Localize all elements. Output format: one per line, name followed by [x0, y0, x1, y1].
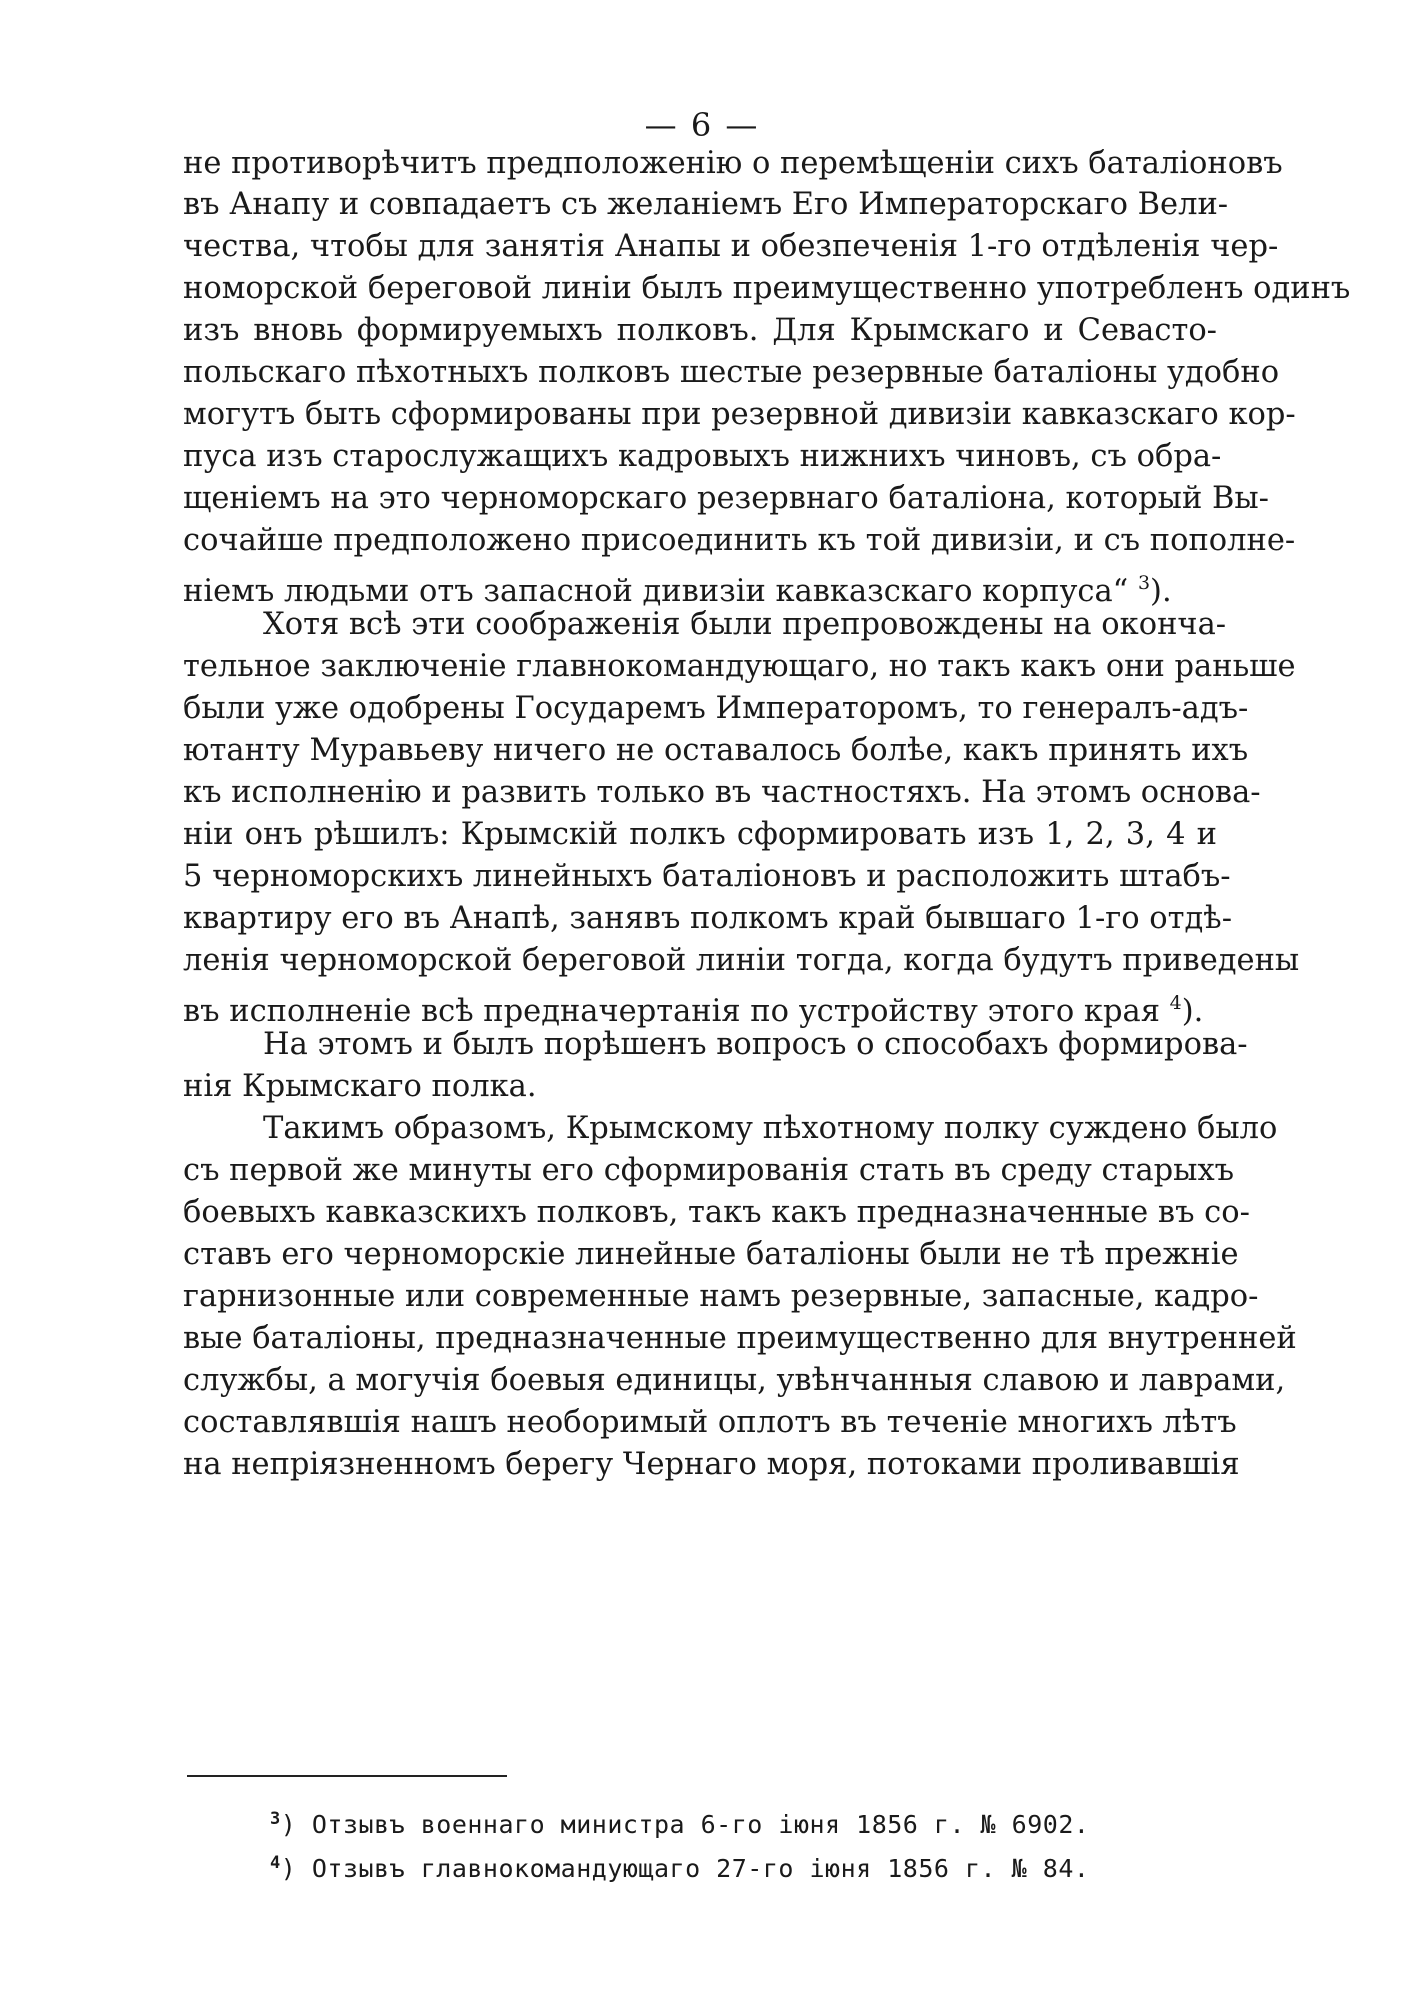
text-line: нія Крымскаго полка. [183, 1069, 537, 1104]
footnote-text: ) Отзывъ военнаго министра 6-го іюня 1856 г. № 6902. [280, 1810, 1090, 1839]
paragraph-first-line: На этомъ и былъ порѣшенъ вопросъ о способахъ формирова- [263, 1027, 1248, 1062]
text-line: на непріязненномъ берегу Чернаго моря, потоками проливавшія [183, 1447, 1240, 1482]
footnote-ref-3-close: ). [1150, 574, 1172, 609]
text-line: сочайше предположено присоединить къ той дивизіи, и съ пополне- [183, 523, 1296, 558]
text-line: службы, а могучія боевыя единицы, увѣнчанныя славою и лаврами, [183, 1363, 1286, 1398]
text-line: были уже одобрены Государемъ Императоромъ, то генералъ-адъ- [183, 691, 1249, 726]
footnote-ref-3: 3 [1137, 572, 1151, 594]
footnote-ref-4: 4 [1169, 992, 1182, 1014]
footnote [270, 1846, 1090, 1883]
text-line: могутъ быть сформированы при резервной дивизіи кавказскаго кор- [183, 397, 1296, 432]
footnote [270, 1802, 1090, 1839]
paragraph-first-line: Хотя всѣ эти соображенія были препровождены на оконча- [263, 607, 1227, 642]
text-line: тельное заключеніе главнокомандующаго, но такъ какъ они раньше [183, 649, 1296, 684]
text-line: вые баталіоны, предназначенные преимущественно для внутренней [183, 1321, 1297, 1356]
footnote-text: ) Отзывъ главнокомандующаго 27-го іюня 1856 г. № 84. [280, 1854, 1090, 1883]
text-line: польскаго пѣхотныхъ полковъ шестые резервные баталіоны удобно [183, 355, 1280, 390]
text-line: ніи онъ рѣшилъ: Крымскій полкъ сформировать изъ 1, 2, 3, 4 и [183, 817, 1217, 852]
text-line [183, 563, 1217, 609]
text-line: чества, чтобы для занятія Анапы и обезпеченія 1-го отдѣленія чер- [183, 229, 1279, 264]
page-number: — 6 — [644, 106, 760, 144]
text-line: къ исполненію и развить только въ частностяхъ. На этомъ основа- [183, 775, 1261, 810]
text-line-content: въ исполненіе всѣ предначертанія по устройству этого края [183, 994, 1160, 1029]
text-line: не противорѣчитъ предположенію о перемѣщеніи сихъ баталіоновъ [183, 146, 1283, 181]
text-line: боевыхъ кавказскихъ полковъ, такъ какъ предназначенные въ со- [183, 1195, 1250, 1230]
text-line: въ Анапу и совпадаетъ съ желаніемъ Его Императорскаго Вели- [183, 187, 1229, 222]
text-line: съ первой же минуты его сформированія стать въ среду старыхъ [183, 1153, 1235, 1188]
footnote-mark: 4 [270, 1853, 281, 1873]
text-line: составлявшія нашъ необоримый оплотъ въ теченіе многихъ лѣтъ [183, 1405, 1237, 1440]
text-line: 5 черноморскихъ линейныхъ баталіоновъ и расположить штабъ- [183, 859, 1231, 894]
text-line: щеніемъ на это черноморскаго резервнаго баталіона, который Вы- [183, 481, 1269, 516]
text-line [183, 983, 1217, 1029]
footnote-separator [187, 1775, 507, 1777]
text-line: пуса изъ старослужащихъ кадровыхъ нижнихъ чиновъ, съ обра- [183, 439, 1222, 474]
footnote-mark: 3 [270, 1809, 281, 1829]
paragraph-first-line: Такимъ образомъ, Крымскому пѣхотному полку суждено было [263, 1111, 1278, 1146]
text-line: гарнизонные или современные намъ резервные, запасные, кадро- [183, 1279, 1259, 1314]
text-line: ставъ его черноморскіе линейные баталіоны были не тѣ прежніе [183, 1237, 1239, 1272]
text-line: квартиру его въ Анапѣ, занявъ полкомъ край бывшаго 1-го отдѣ- [183, 901, 1233, 936]
text-line: ленія черноморской береговой линіи тогда, когда будутъ приведены [183, 943, 1300, 978]
text-line: ютанту Муравьеву ничего не оставалось болѣе, какъ принять ихъ [183, 733, 1249, 768]
footnote-ref-4-close: ). [1181, 994, 1204, 1029]
text-line-content: ніемъ людьми отъ запасной дивизіи кавказскаго корпуса“ [183, 574, 1129, 609]
text-line: изъ вновь формируемыхъ полковъ. Для Крымскаго и Севасто- [183, 313, 1217, 348]
text-line: номорской береговой линіи былъ преимущественно употребленъ одинъ [183, 271, 1351, 306]
